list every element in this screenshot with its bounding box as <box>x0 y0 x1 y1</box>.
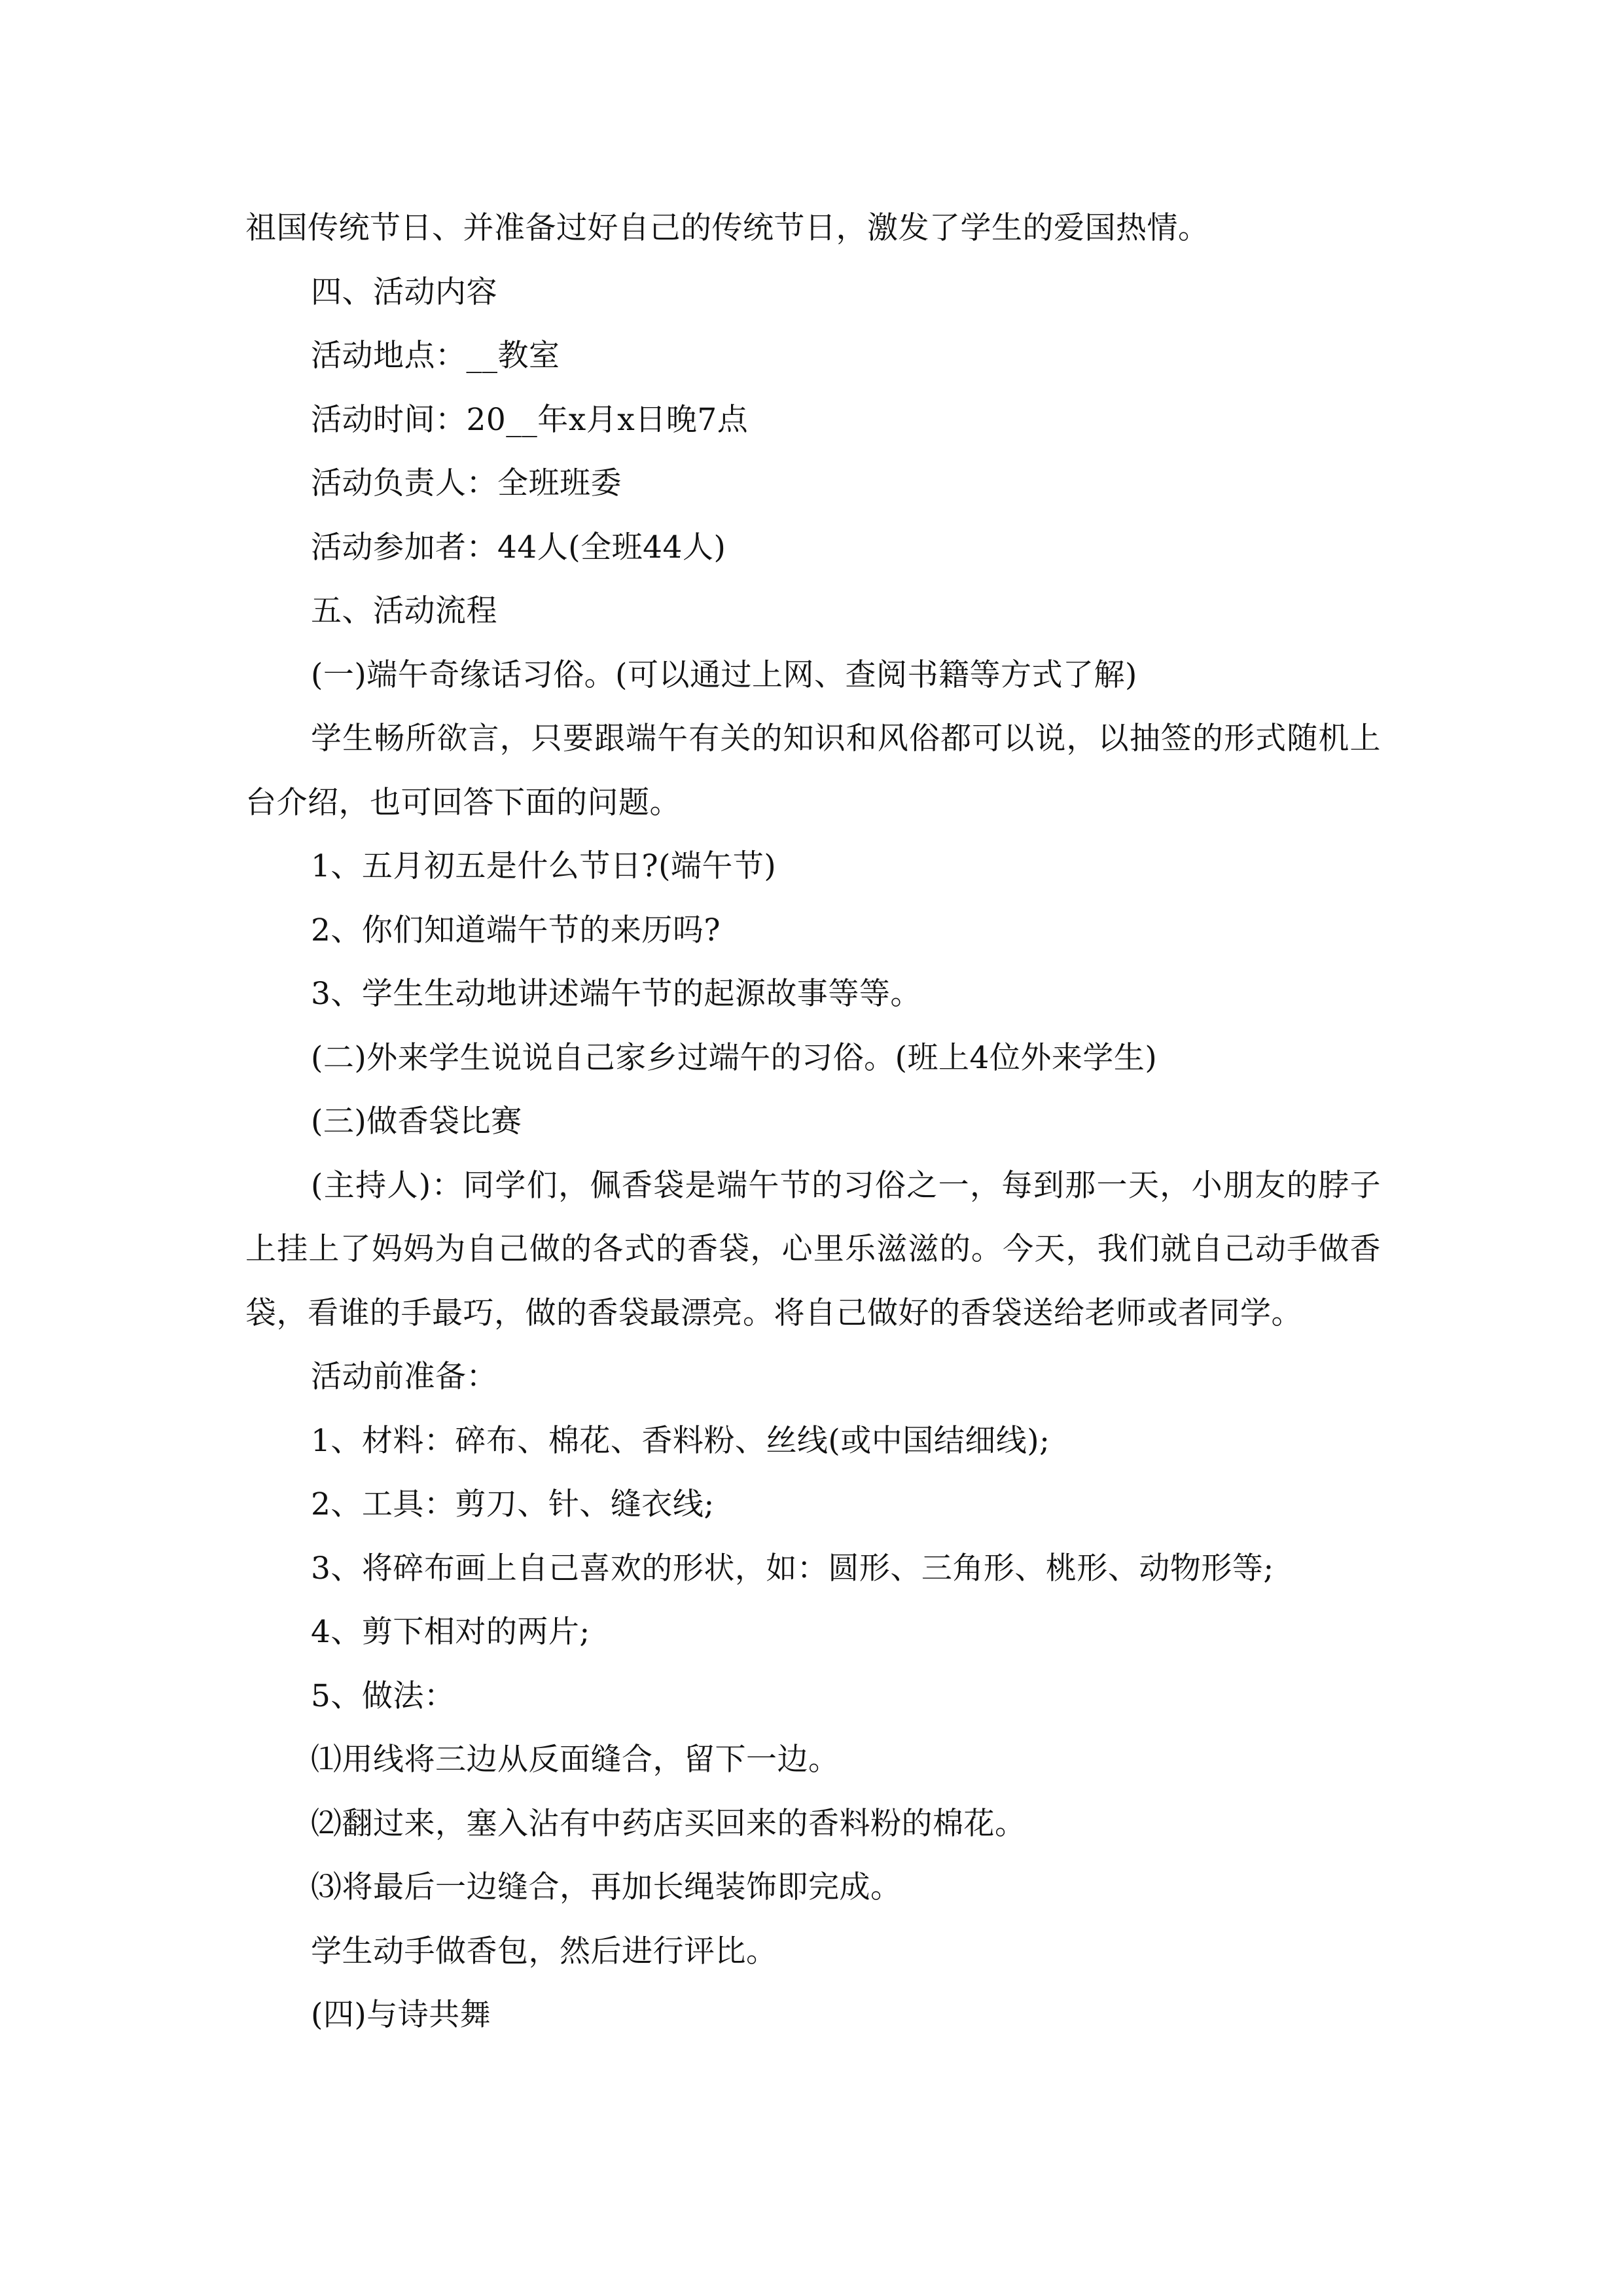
activity-participants: 活动参加者：44人(全班44人) <box>311 529 726 565</box>
paragraph-body: 学生动手做香包，然后进行评比。 <box>311 1933 777 1969</box>
subsection-heading-1: (一)端午奇缘话习俗。(可以通过上网、查阅书籍等方式了解) <box>311 656 1137 693</box>
document-body <box>245 196 1381 2047</box>
paragraph-body: 学生畅所欲言，只要跟端午有关的知识和风俗都可以说，以抽签的形式随机上台介绍，也可回答下面的问题。 <box>245 721 1381 821</box>
list-item: ⑴用线将三边从反面缝合，留下一边。 <box>311 1742 840 1778</box>
list-item: 1、五月初五是什么节日?(端午节) <box>311 848 777 884</box>
list-item: 5、做法： <box>311 1677 455 1714</box>
paragraph-continuation: 祖国传统节日、并准备过好自己的传统节日，激发了学生的爱国热情。 <box>245 210 1209 246</box>
list-item: 4、剪下相对的两片; <box>311 1614 590 1650</box>
list-item: 1、材料：碎布、棉花、香料粉、丝线(或中国结细线); <box>311 1422 1050 1459</box>
paragraph-label: 活动前准备： <box>311 1359 497 1395</box>
list-item: ⑶将最后一边缝合，再加长绳装饰即完成。 <box>311 1869 902 1905</box>
list-item: 2、你们知道端午节的来历吗? <box>311 912 721 948</box>
section-heading-activity-process: 五、活动流程 <box>311 593 497 629</box>
list-item: ⑵翻过来，塞入沾有中药店买回来的香料粉的棉花。 <box>311 1805 1026 1842</box>
list-item: 3、将碎布画上自己喜欢的形状，如：圆形、三角形、桃形、动物形等; <box>311 1550 1274 1587</box>
paragraph-body: (主持人)：同学们，佩香袋是端午节的习俗之一，每到那一天，小朋友的脖子上挂上了妈妈为自己做的各式的香袋，心里乐滋滋的。今天，我们就自己动手做香袋，看谁的手最巧，做的香袋最漂亮。将自己做好的香袋送给老师或者同学。 <box>245 1167 1381 1331</box>
activity-time: 活动时间：20__年x月x日晚7点 <box>311 401 749 438</box>
subsection-heading-2: (二)外来学生说说自己家乡过端午的习俗。(班上4位外来学生) <box>311 1039 1158 1076</box>
subsection-heading-4: (四)与诗共舞 <box>311 1997 491 2033</box>
activity-location: 活动地点：__教室 <box>311 338 560 374</box>
list-item: 3、学生生动地讲述端午节的起源故事等等。 <box>311 976 921 1012</box>
list-item: 2、工具：剪刀、针、缝衣线; <box>311 1486 715 1522</box>
section-heading-activity-content: 四、活动内容 <box>311 274 497 310</box>
activity-organizer: 活动负责人：全班班委 <box>311 465 622 501</box>
subsection-heading-3: (三)做香袋比赛 <box>311 1103 522 1139</box>
